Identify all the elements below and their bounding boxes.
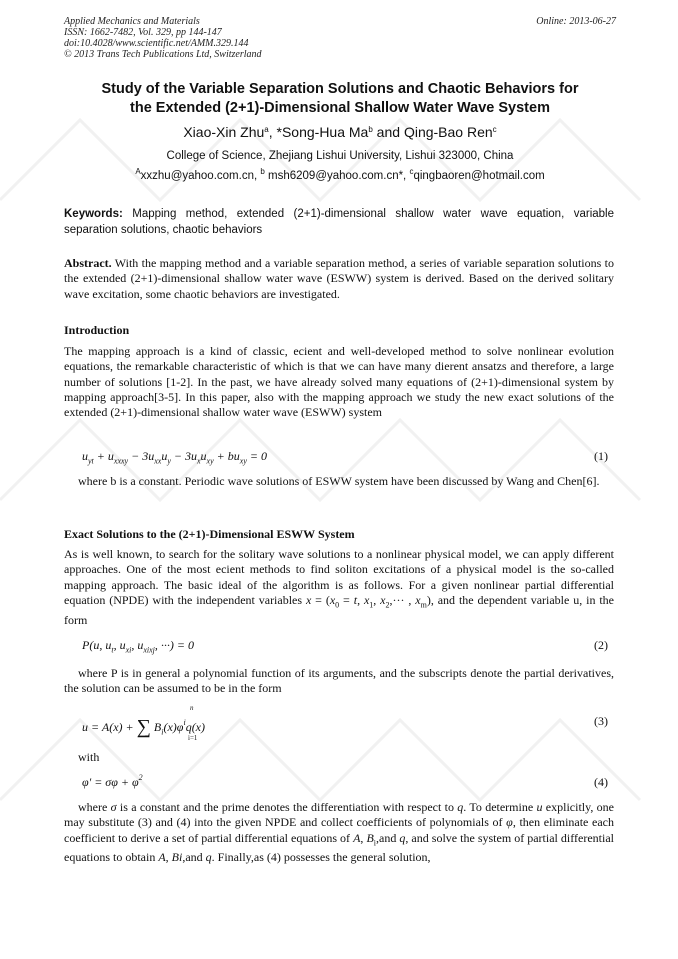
exact-p3-f: ,and bbox=[376, 830, 400, 845]
issn-line: ISSN: 1662-7482, Vol. 329, pp 144-147 bbox=[64, 27, 222, 38]
keywords-label: Keywords: bbox=[64, 208, 123, 220]
journal-name: Applied Mechanics and Materials bbox=[64, 16, 200, 27]
paper-title bbox=[64, 80, 616, 118]
exact-p3-d: explicitly, one may substitute (3) and (4) into the given NPDE and collect coefficients of polynomials of bbox=[64, 800, 614, 830]
keywords bbox=[64, 206, 614, 238]
abstract bbox=[64, 256, 614, 302]
author-emails bbox=[64, 167, 616, 182]
author-sep-2: and bbox=[372, 124, 404, 140]
journal-header bbox=[64, 16, 616, 60]
exact-p3-c: . To determine bbox=[463, 800, 537, 814]
title-line-2: the Extended (2+1)-Dimensional Shallow Water Wave System bbox=[130, 100, 550, 116]
exact-p3-i: . Finally,as (4) possesses the general solution, bbox=[211, 850, 431, 865]
equation-3-expr: u = A(x) + ∑ n i=1 $B_i(x)\varphi^iq(x)$ bbox=[82, 704, 206, 742]
equation-3 bbox=[64, 704, 614, 742]
author-3-sup: c bbox=[492, 125, 497, 134]
exact-paragraph-2: where P is in general a polynomial function of its arguments, and the subscripts denote the partial derivatives, the solution can be assumed to be in the form bbox=[64, 666, 614, 696]
email-1[interactable]: xxzhu@yahoo.com.cn, bbox=[140, 170, 261, 182]
email-1-sup: A bbox=[135, 167, 141, 176]
email-3[interactable]: qingbaoren@hotmail.com bbox=[413, 170, 545, 182]
intro-paragraph-2: where b is a constant. Periodic wave solutions of ESWW system have been discussed by Wang and Chen[6]. bbox=[78, 474, 600, 488]
title-line-1: Study of the Variable Separation Solutions and Chaotic Behaviors for bbox=[101, 81, 579, 97]
abstract-text: With the mapping method and a variable separation method, a series of variable separation solutions to the extended (2+1)-dimensional shallow water wave (ESWW) system is derived. Based on the derived solitary wave excitation, some chaotic behaviors are investigated. bbox=[64, 256, 614, 301]
equation-2-expr: P(u, $u_t$, $u_{xi}$, $u_{xixj}$, ···) = 0 bbox=[82, 638, 194, 655]
author-sep-1: , bbox=[268, 124, 277, 140]
intro-paragraph-1: The mapping approach is a kind of classic, ecient and well-developed method to solve nonlinear evolution equations, the remarkable characteristic of which is that we can have many dierent ansatzs and therefore, a large number of solutions [1-2]. In the past, we have already solved many equations of (2+1)-dimensional system by mapping approach[3-5]. In this paper, also with the mapping approach we study the new exact solutions of the extended (2+1)-dimensional shallow water wave (ESWW) system bbox=[64, 344, 614, 420]
equation-4-expr: $\varphi' = \sigma\varphi + \varphi^2$ bbox=[82, 773, 143, 789]
abstract-label: Abstract. bbox=[64, 256, 112, 270]
email-2[interactable]: msh6209@yahoo.com.cn*, bbox=[264, 170, 410, 182]
with-label: with bbox=[78, 750, 100, 764]
copyright-line: © 2013 Trans Tech Publications Ltd, Switzerland bbox=[64, 49, 262, 60]
section-heading-exact-solutions: Exact Solutions to the (2+1)-Dimensional ESWW System bbox=[64, 527, 355, 541]
equation-4 bbox=[64, 775, 614, 797]
equation-3-number: (3) bbox=[594, 714, 608, 728]
equation-1-number: (1) bbox=[594, 449, 608, 463]
equation-4-number: (4) bbox=[594, 775, 608, 789]
section-heading-introduction: Introduction bbox=[64, 323, 130, 337]
exact-p1-text-b: , and the dependent variable u, in the form bbox=[64, 592, 615, 627]
exact-paragraph-3: where σ is a constant and the prime denotes the differentiation with respect to q. To determine u explicitly, one may substitute (3) and (4) into the given NPDE and collect coefficients of polynomials of φ, then eliminate each coefficient to derive a set of partial differential equations of A, $B_i,and$ q, and solve the system of partial differential equations to obtain A, Bi,and q. Finally,as (4) possesses the general solution, bbox=[64, 800, 614, 865]
exact-paragraph-1: As is well known, to search for the solitary wave solutions to a nonlinear physical model, we can apply different approaches. One of the most ecient methods to find soliton excitations of a physical model is the so-called mapping approach. The basic ideal of the algorithm is as follows. For a given nonlinear partial differential equation (NPDE) with the independent variables $x = (x_0 = t$, $x_1$, $x_2,\cdot\cdot\cdot$ , $x_m$), and the dependent variable u, in the form bbox=[64, 547, 615, 627]
exact-p3-a: where bbox=[78, 800, 111, 814]
email-3-sup: c bbox=[409, 167, 414, 176]
affiliation: College of Science, Zhejiang Lishui University, Lishui 323000, China bbox=[166, 150, 514, 162]
equation-1-expr: $u_{yt} + u_{xxxy} - 3u_{xx}u_y - 3u_xu_{xy} + bu_{xy} = 0$ bbox=[82, 449, 267, 466]
equation-1 bbox=[64, 449, 614, 471]
doi-line[interactable]: doi:10.4028/www.scientific.net/AMM.329.144 bbox=[64, 38, 249, 49]
author-3: Qing-Bao Ren bbox=[403, 124, 493, 140]
author-list bbox=[64, 124, 616, 140]
exact-p3-g: , and solve the system of partial differential equations to obtain bbox=[64, 830, 614, 865]
author-2: *Song-Hua Ma bbox=[276, 124, 369, 140]
keywords-text: Mapping method, extended (2+1)-dimensional shallow water wave equation, variable separation solutions, chaotic behaviors bbox=[64, 208, 614, 236]
author-1-sup: a bbox=[264, 125, 269, 134]
author-2-sup: b bbox=[368, 125, 373, 134]
exact-p3-b: is a constant and the prime denotes the differentiation with respect to bbox=[116, 800, 458, 814]
equation-2-number: (2) bbox=[594, 638, 608, 652]
equation-2 bbox=[64, 638, 614, 660]
exact-p1-text-a: As is well known, to search for the solitary wave solutions to a nonlinear physical model, we can apply different approaches. One of the most ecient methods to find soliton excitations of a physical model is the so-called mapping approach. The basic ideal of the algorithm is as follows. For a given nonlinear partial differential equation (NPDE) with the independent variables bbox=[64, 547, 614, 607]
email-2-sup: b bbox=[260, 167, 265, 176]
exact-p3-e: , then eliminate each coefficient to derive a set of partial differential equations of bbox=[64, 815, 614, 845]
online-date: Online: 2013-06-27 bbox=[536, 16, 616, 27]
author-1: Xiao-Xin Zhu bbox=[183, 124, 265, 140]
exact-p3-h: ,and bbox=[182, 850, 206, 865]
